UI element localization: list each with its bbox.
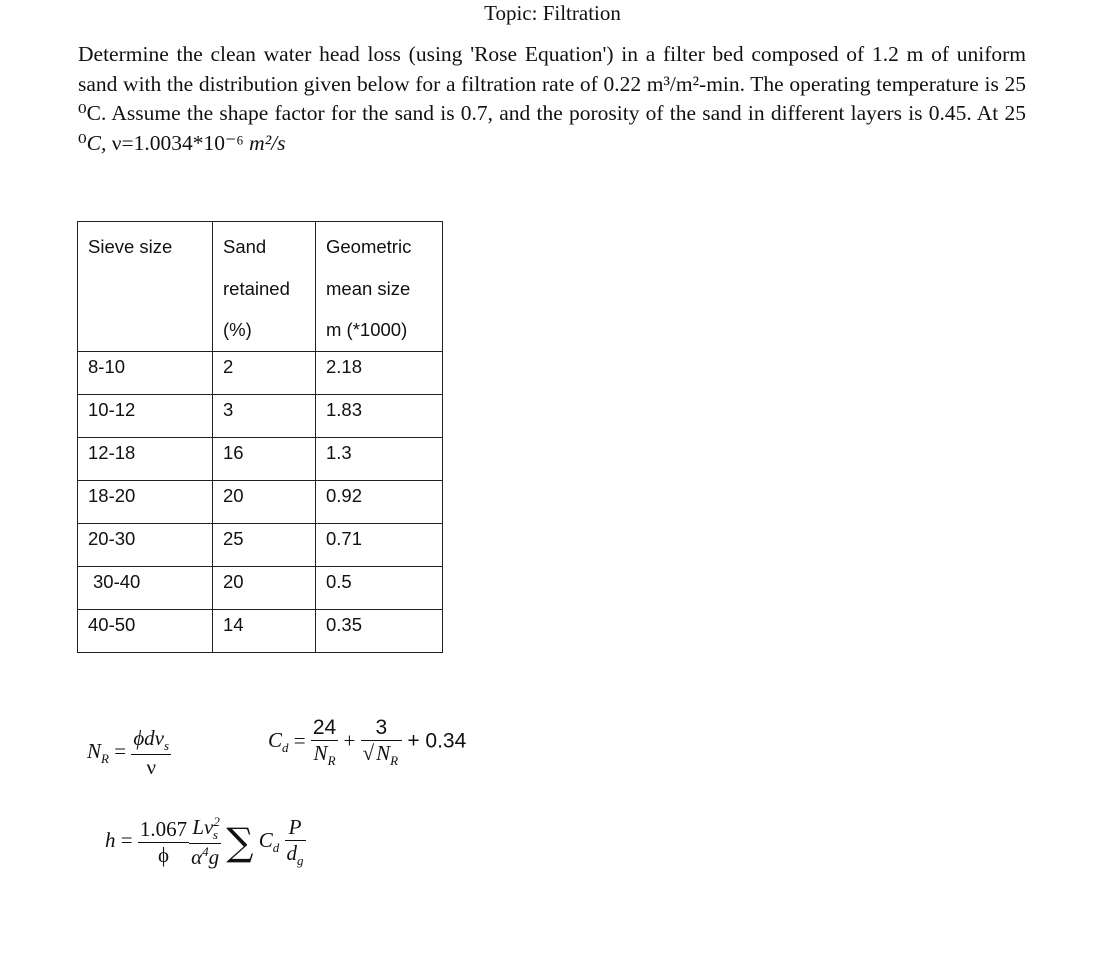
header-geometric-mean-size: Geometric mean size m (*1000) [316,222,443,352]
cell-mean-size: 0.71 [316,523,443,566]
table-row [78,523,443,566]
cell-retained: 20 [213,480,316,523]
cd-term2: $\frac{3}{√N_R}$ [361,716,403,769]
cell-mean-size: 1.83 [316,394,443,437]
temperature-unit: C, [86,130,107,155]
cell-retained: 14 [213,609,316,652]
h-ratio-fraction: $\frac{P}{d_g}$ [286,815,304,869]
cell-mean-size: 0.92 [316,480,443,523]
cell-sieve-size: 10-12 [78,394,213,437]
h-velocity-fraction: $\frac{Lv^2_s}{\alpha^4g}$ [191,814,220,870]
cell-sieve-size: 12-18 [78,437,213,480]
problem-statement [78,40,1026,158]
rose-headloss-equation: h = $\frac{1.067}{\phi}$ $\frac{Lv^2_s}{\alpha^4g}$ ∑ $C_d$ $\frac{P}{d_g}$ [105,814,304,870]
cell-sieve-size: 8-10 [78,351,213,394]
cell-sieve-size: 40-50 [78,609,213,652]
drag-coefficient-equation: $C_d$ = $\frac{24}{N_R}$ + $\frac{3}{√N_R}$ + 0.34 [268,716,467,769]
table-row [78,351,443,394]
cd-constant: + 0.34 [407,729,467,753]
table-header-row [78,222,443,352]
cell-sieve-size: 30-40 [78,566,213,609]
cell-sieve-size: 20-30 [78,523,213,566]
nr-fraction: $\frac{\phi dv_s}{\nu}$ [133,726,170,780]
cell-retained: 3 [213,394,316,437]
header-sieve-size: Sieve size [78,222,213,352]
cell-mean-size: 2.18 [316,351,443,394]
topic-title: Topic: Filtration [484,1,621,25]
viscosity-unit: m²/s [249,130,286,155]
cd-symbol: $C_d$ [268,728,289,756]
problem-text: Determine the clean water head loss (using 'Rose Equation') in a filter bed composed of 1.2 m of uniform sand with the distribution given below for a filtration rate of 0.22 m³/m²-min. The operating temperature is 25 ⁰C. Assume the shape factor for the sand is 0.7, and the porosity of the sand in different layers is 0.45. At 25 ⁰ [78,42,1026,155]
reynolds-number-equation: $N_R$ = $\frac{\phi dv_s}{\nu}$ [87,726,170,780]
cell-sieve-size: 18-20 [78,480,213,523]
summation-icon: ∑ [226,820,254,865]
table-row [78,394,443,437]
cell-mean-size: 0.35 [316,609,443,652]
viscosity-value: ν=1.0034*10⁻⁶ [106,130,250,155]
cell-retained: 16 [213,437,316,480]
cd-term1: $\frac{24}{N_R}$ [312,716,337,769]
cell-mean-size: 1.3 [316,437,443,480]
nr-symbol: $N_R$ [87,738,109,767]
table-row [78,609,443,652]
table-row [78,480,443,523]
table-row [78,437,443,480]
cell-retained: 20 [213,566,316,609]
sand-distribution-table [77,221,443,653]
h-symbol: h [105,827,116,852]
cell-retained: 2 [213,351,316,394]
cell-mean-size: 0.5 [316,566,443,609]
header-sand-retained: Sand retained (%) [213,222,316,352]
h-factor-fraction: $\frac{1.067}{\phi}$ [139,816,188,867]
table-row [78,566,443,609]
cell-retained: 25 [213,523,316,566]
